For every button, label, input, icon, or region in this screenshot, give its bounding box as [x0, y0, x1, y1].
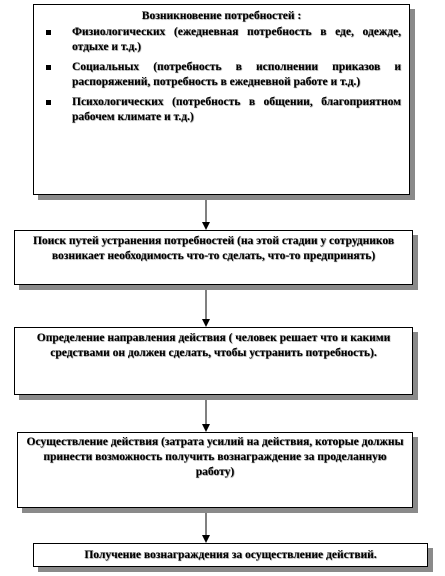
- needs-box: [33, 4, 410, 195]
- direction-text: Определение направления действия ( человек решает что и какими средствами он должен сделать, чтобы устранить потребность).: [36, 332, 391, 359]
- search-box: [14, 230, 413, 285]
- action-text: Осуществление действия (затрата усилий на действия, которые должны принести возможность получить вознаграждение за проделанную работу): [26, 436, 404, 478]
- square-bullet-icon: [46, 30, 51, 35]
- needs-item-physiological: [42, 25, 401, 55]
- square-bullet-icon: [46, 100, 51, 105]
- needs-item-text: Социальных (потребность в исполнении приказов и распоряжений, потребность в ежедневной работе и т.д.): [72, 61, 401, 88]
- action-box: [17, 432, 413, 508]
- needs-item-text: Психологических (потребность в общении, благоприятном рабочем климате и т.д.): [72, 96, 401, 123]
- needs-list: [42, 25, 401, 125]
- square-bullet-icon: [46, 65, 51, 70]
- direction-box: [14, 327, 413, 395]
- needs-item-text: Физиологических (ежедневная потребность в еде, одежде, отдыхе и т.д.): [72, 26, 401, 53]
- reward-text: Получение вознаграждения за осуществление действий.: [84, 549, 377, 561]
- search-text: Поиск путей устранения потребностей (на этой стадии у сотрудников возникает необходимость что-то сделать, что-то предпринять): [32, 235, 395, 262]
- needs-item-psychological: [42, 95, 401, 125]
- needs-title: Возникновение потребностей :: [141, 10, 302, 22]
- needs-item-social: [42, 60, 401, 90]
- reward-box: [33, 543, 428, 567]
